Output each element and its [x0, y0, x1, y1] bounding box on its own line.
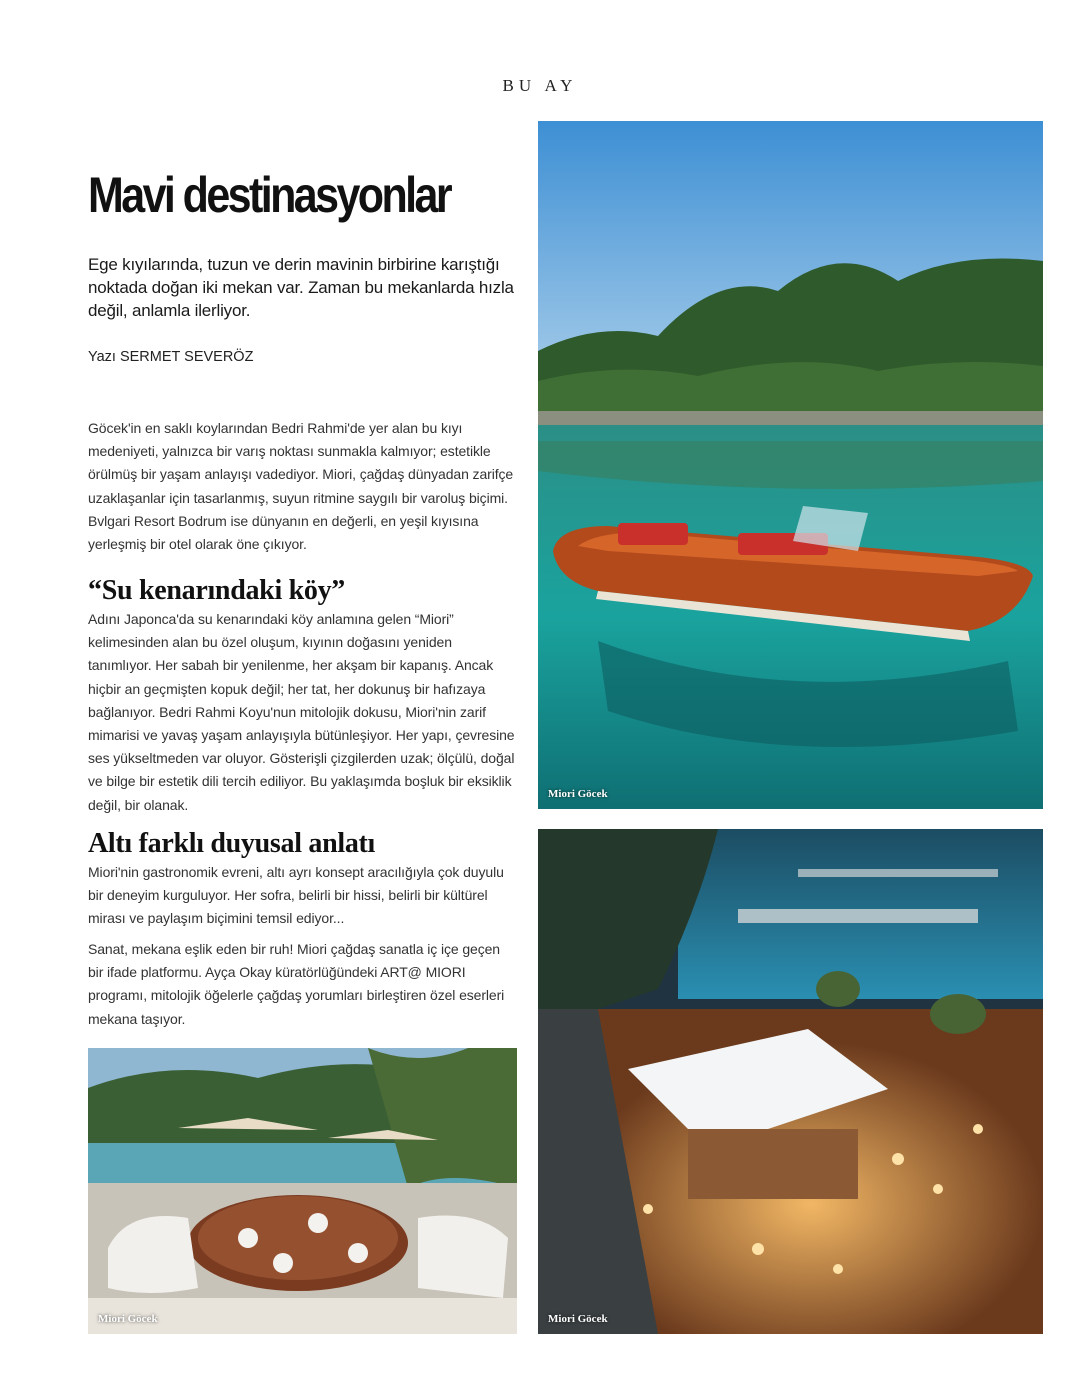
section2-paragraph-1: Miori'nin gastronomik evreni, altı ayrı konsept aracılığıyla çok duyulu bir deneyim kurguluyor. Her sofra, belirli bir hissi, belirli bir kültürel mirası ve paylaşım biçimini temsil ediyor... — [88, 864, 504, 927]
night-photo — [538, 829, 1043, 1334]
dining-photo — [88, 1048, 517, 1334]
photo-caption: Miori Göcek — [98, 1313, 158, 1325]
photo-caption: Miori Göcek — [548, 788, 608, 800]
article-title: Mavi destinasyonlar — [88, 167, 451, 223]
subhead-alti-farkli: Altı farklı duyusal anlatı — [88, 828, 376, 859]
byline: Yazı SERMET SEVERÖZ — [88, 349, 254, 365]
intro-paragraph: Göcek'in en saklı koylarından Bedri Rahmi'de yer alan bu kıyı medeniyeti, yalnızca bir varış noktası sunmakla kalmıyor; estetikle örülmüş bir yaşam anlayışı vadediyor. Miori, çağdaş dünyadan zarifçe uzaklaşanlar için tasarlanmış, suyun ritmine saygılı bir varoluş biçimi. Bvlgari Resort Bodrum ise dünyanın en değerli, en yeşil kıyısına yerleşmiş bir otel olarak öne çıkıyor. — [88, 420, 514, 553]
photo-caption: Miori Göcek — [548, 1313, 608, 1325]
section-label: BU AY — [502, 76, 578, 95]
section2-paragraph-2: Sanat, mekana eşlik eden bir ruh! Miori çağdaş sanatla iç içe geçen bir ifade platformu. Ayça Okay küratörlüğündeki ART@ MIORI programı, mitolojik öğelerle çağdaş yorumları birleştiren özel eserleri mekana taşıyor. — [88, 941, 505, 1027]
section1-paragraph: Adını Japonca'da su kenarındaki köy anlamına gelen “Miori” kelimesinden alan bu özel oluşum, kıyının doğasını yeniden tanımlıyor. Her sabah bir yenilenme, her akşam bir kapanış. Ancak hiçbir an geçmişten kopuk değil; her tat, her dokunuş bir hafızaya bağlanıyor. Bedri Rahmi Koyu'nun mitolojik dokusu, Miori'nin zarif mimarisi ve yavaş yaşam anlayışıyla bütünleşiyor. Her yapı, çevresine ses yükseltmeden var oluyor. Gösterişli çizgilerden uzak; ölçülü, doğal ve bilge bir estetik dili tercih ediliyor. Bu yaklaşımda boşluk bir eksiklik değil, bir olanak. — [88, 611, 515, 813]
boat-photo — [538, 121, 1043, 809]
article-deck: Ege kıyılarında, tuzun ve derin mavinin birbirine karıştığı noktada doğan iki mekan var. Zaman bu mekanlarda hızla değil, anlamla ilerliyor. — [88, 255, 514, 320]
subhead-su-kenarindaki-koy: “Su kenarındaki köy” — [88, 575, 345, 606]
